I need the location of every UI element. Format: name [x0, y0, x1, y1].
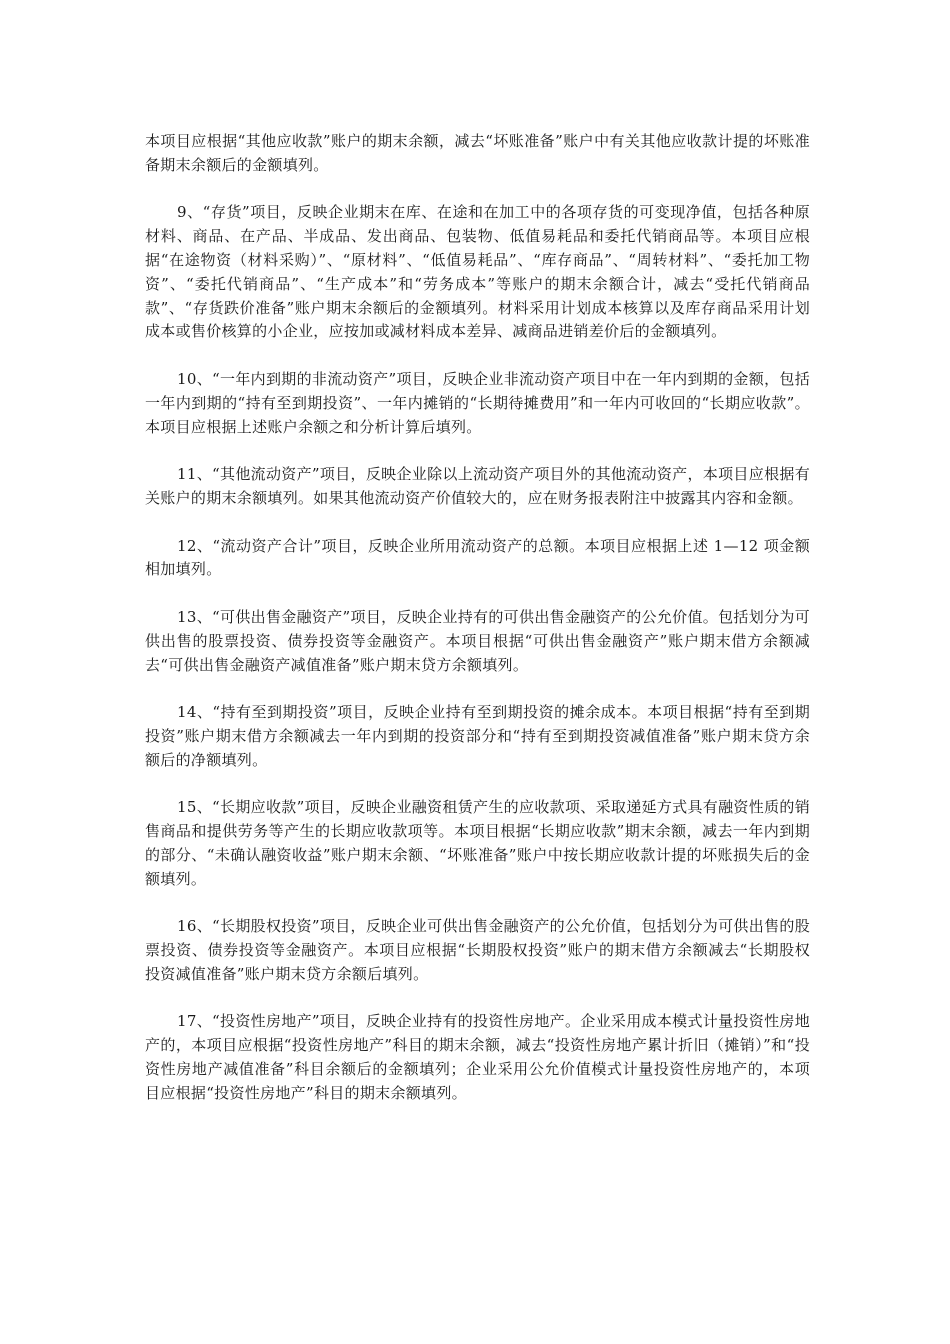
paragraph-continued: 本项目应根据“其他应收款”账户的期末余额，减去“坏账准备”账户中有关其他应收款计提的坏账准备期末余额后的金额填列。 — [145, 132, 810, 174]
paragraph-item-17-investment-property: 17、“投资性房地产”项目，反映企业持有的投资性房地产。企业采用成本模式计量投资性房地产的，本项目应根据“投资性房地产”科目的期末余额，减去“投资性房地产累计折旧（摊销）”和“投资性房地产减值准备”科目余额后的金额填列；企业采用公允价值模式计量投资性房地产的，本项目应根据“投资性房地产”科目的期末余额填列。 — [145, 1012, 810, 1102]
paragraph-item-11-other-current: 11、“其他流动资产”项目，反映企业除以上流动资产项目外的其他流动资产，本项目应根据有关账户的期末余额填列。如果其他流动资产价值较大的，应在财务报表附注中披露其内容和金额。 — [145, 465, 810, 507]
paragraph-item-9-inventory: 9、“存货”项目，反映企业期末在库、在途和在加工中的各项存货的可变现净值，包括各种原材料、商品、在产品、半成品、发出商品、包装物、低值易耗品和委托代销商品等。本项目应根据“在途物资（材料采购）”、“原材料”、“低值易耗品”、“库存商品”、“周转材料”、“委托加工物资”、“委托代销商品”、“生产成本”和“劳务成本”等账户的期末余额合计，减去“受托代销商品款”、“存货跌价准备”账户期末余额后的金额填列。材料采用计划成本核算以及库存商品采用计划成本或售价核算的小企业，应按加或减材料成本差异、减商品进销差价后的金额填列。 — [145, 203, 810, 341]
paragraph-item-12-current-total: 12、“流动资产合计”项目，反映企业所用流动资产的总额。本项目应根据上述 1—12 项金额相加填列。 — [145, 536, 810, 579]
paragraph-item-15-long-term-receivable: 15、“长期应收款”项目，反映企业融资租赁产生的应收款项、采取递延方式具有融资性质的销售商品和提供劳务等产生的长期应收款项等。本项目根据“长期应收款”期末余额，减去一年内到期的部分、“未确认融资收益”账户期末余额、“坏账准备”账户中按长期应收款计提的坏账损失后的金额填列。 — [145, 798, 810, 888]
paragraph-item-13-afs-assets: 13、“可供出售金融资产”项目，反映企业持有的可供出售金融资产的公允价值。包括划分为可供出售的股票投资、债券投资等金融资产。本项目根据“可供出售金融资产”账户期末借方余额减去“可供出售金融资产减值准备”账户期末贷方余额填列。 — [145, 607, 810, 674]
paragraph-item-14-htm-investment: 14、“持有至到期投资”项目，反映企业持有至到期投资的摊余成本。本项目根据“持有至到期投资”账户期末借方余额减去一年内到期的投资部分和“持有至到期投资减值准备”账户期末贷方余额后的净额填列。 — [145, 703, 810, 769]
paragraph-item-16-equity-investment: 16、“长期股权投资”项目，反映企业可供出售金融资产的公允价值，包括划分为可供出售的股票投资、债券投资等金融资产。本项目应根据“长期股权投资”账户的期末借方余额减去“长期股权投资减值准备”账户期末贷方余额后填列。 — [145, 917, 810, 983]
paragraph-item-10-noncurrent-due: 10、“一年内到期的非流动资产”项目，反映企业非流动资产项目中在一年内到期的金额，包括一年内到期的“持有至到期投资”、一年内摊销的“长期待摊费用”和一年内可收回的“长期应收款”。本项目应根据上述账户余额之和分析计算后填列。 — [145, 369, 810, 436]
document-page — [145, 130, 810, 1129]
